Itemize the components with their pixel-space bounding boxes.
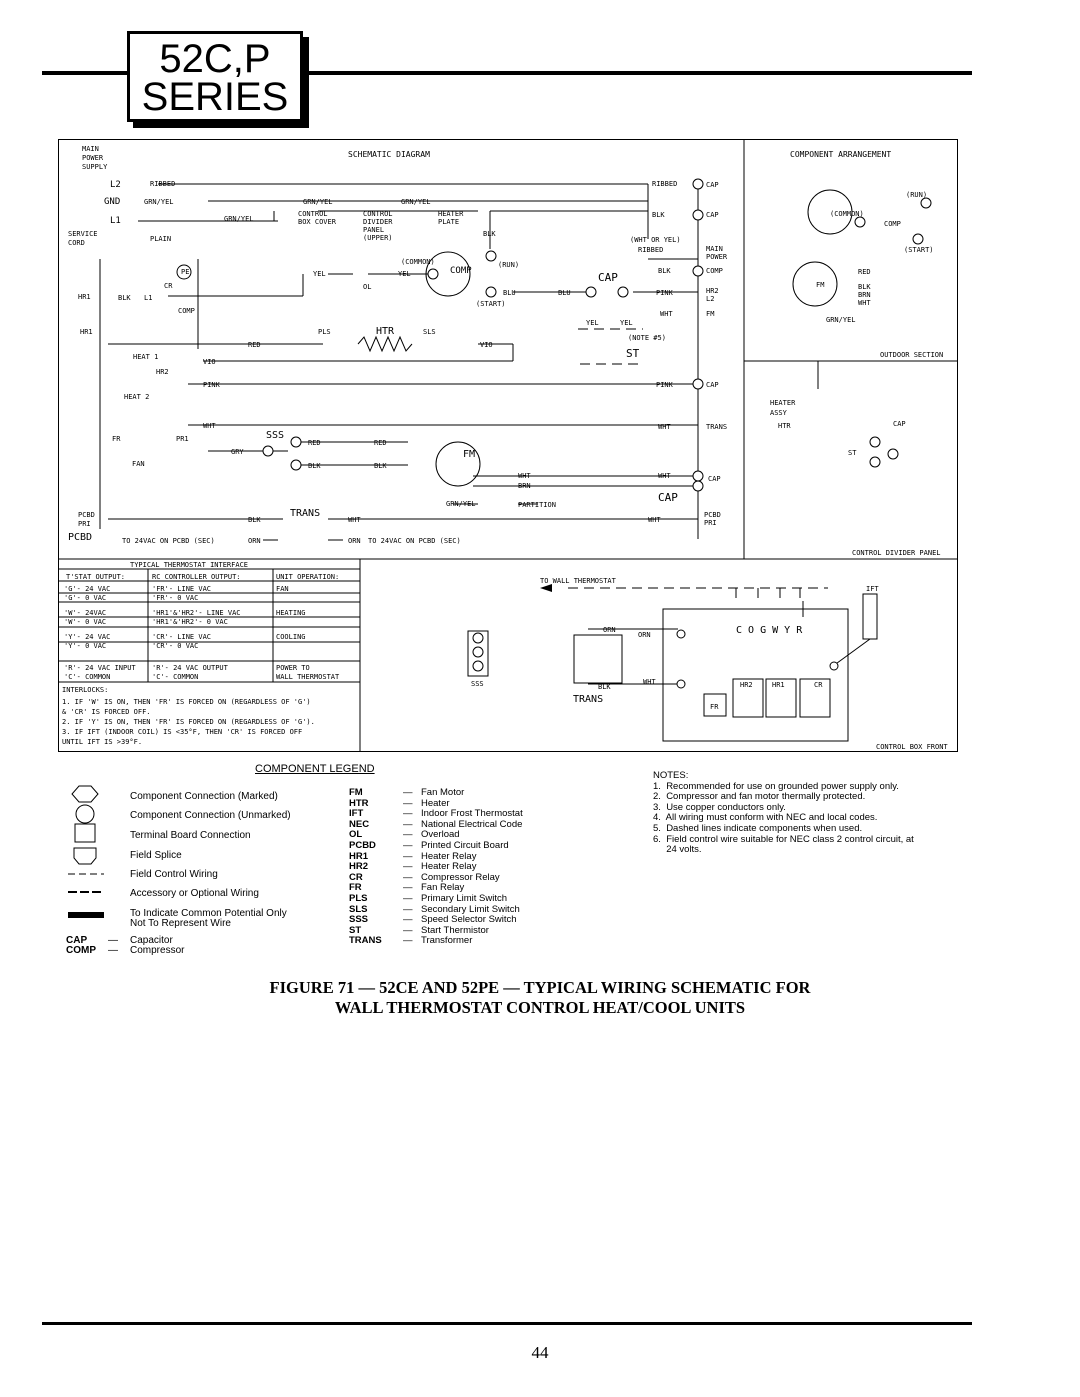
schematic-label: POWER [82,154,104,162]
series-title-line2: SERIES [141,75,289,119]
schematic-label: ASSY [770,409,787,417]
unmarked-connection-icon [76,805,94,823]
schematic-label: WHT [858,299,871,307]
thermostat-table-cell: 'W'- 24VAC [64,609,107,617]
schematic-label: CAP [598,271,618,284]
schematic-label: ORN [603,626,616,634]
legend-symbols [66,784,106,944]
abbreviation-value: National Electrical Code [421,818,523,830]
schematic-label: HR1 [772,681,785,689]
schematic-label: GRY [231,448,244,456]
schematic-label: HTR [778,422,791,430]
interlock-item: 3. IF IFT (INDOOR COIL) IS <35°F, THEN 'CR' IS FORCED OFF [62,728,303,736]
schematic-label: GRN/YEL [401,198,431,206]
legend-comp-val: Compressor [130,945,185,956]
schematic-label: CAP [706,181,719,189]
schematic-label: PANEL [363,226,385,234]
schematic-label: ST [848,449,857,457]
schematic-label: HR2 [156,368,169,376]
thermostat-table-cell: COOLING [276,633,306,641]
schematic-label: FAN [132,460,145,468]
schematic-label: HEATER [770,399,796,407]
abbreviation-value: Start Thermistor [421,924,489,936]
abbreviation-key: CR [349,871,363,883]
field-splice-icon [74,848,96,864]
schematic-label: PRI [78,520,91,528]
thermostat-table-cell: 'G'- 24 VAC [64,585,111,593]
schematic-label: WHT [660,310,673,318]
schematic-label: WHT [203,422,216,430]
marked-connection-icon [72,786,98,802]
abbreviation-dash: — [403,935,413,947]
schematic-label: CR [814,681,823,689]
interlock-item: UNTIL IFT IS >39°F. [62,738,143,746]
schematic-label: COMPONENT ARRANGEMENT [790,150,892,159]
schematic-label: RIBBED [652,180,678,188]
schematic-label: CONTROL [298,210,328,218]
abbreviation-value: Heater [421,797,450,809]
abbreviation-value: Heater Relay [421,861,477,873]
schematic-label: (COMMON) [401,258,435,266]
abbreviation-dash: — [403,797,413,809]
abbreviation-dash: — [403,914,413,926]
abbreviation-value: Primary Limit Switch [421,892,508,904]
schematic-label: CAP [893,420,906,428]
schematic-label: BLK [858,283,871,291]
interlock-item: 1. IF 'W' IS ON, THEN 'FR' IS FORCED ON (REGARDLESS OF 'G') [62,698,311,706]
schematic-label: GRN/YEL [446,500,476,508]
abbreviation-value: Compressor Relay [421,871,500,883]
abbreviation-dash: — [403,924,413,936]
abbreviation-list [349,788,523,947]
schematic-label: SCHEMATIC DIAGRAM [348,150,430,159]
schematic-label: PINK [656,289,673,297]
schematic-label: (RUN) [498,261,520,269]
legend-comp-key: COMP [66,945,96,956]
schematic-label: PRI [704,519,717,527]
schematic-label: WHT [648,516,661,524]
schematic-label: PCBD [68,532,93,543]
schematic-label: BLK [483,230,496,238]
schematic-label: OUTDOOR SECTION [880,351,944,359]
schematic-label: TRANS [573,694,604,705]
legend-item-common: To Indicate Common Potential Only [130,908,287,919]
legend-item-marked: Component Connection (Marked) [130,791,278,802]
schematic-label: PLATE [438,218,460,226]
thermostat-table-cell: 'G'- 0 VAC [64,594,107,602]
footer-rule [42,1322,972,1325]
note-item: 3. Use copper conductors only. [653,801,786,813]
schematic-label: PARTITION [518,501,556,509]
abbreviation-dash: — [403,850,413,862]
abbreviation-value: Speed Selector Switch [421,914,517,926]
schematic-label: TO WALL THERMOSTAT [540,577,616,585]
schematic-label: HR1 [80,328,93,336]
note-item: 24 volts. [653,844,702,856]
legend-cap-val: Capacitor [130,935,173,946]
schematic-label: HR2 [706,287,719,295]
schematic-label: (COMMON) [830,210,864,218]
thermostat-table-cell: 'C'- COMMON [64,673,111,681]
schematic-label: (UPPER) [363,234,393,242]
schematic-label: L1 [144,294,153,302]
schematic-label: CAP [706,211,719,219]
abbreviation-value: Fan Relay [421,882,465,894]
thermostat-table-cell: POWER TO [276,664,310,672]
schematic-label: CORD [68,239,85,247]
schematic-label: L2 [706,295,715,303]
schematic-label: CONTROL [363,210,393,218]
schematic-label: BRN [858,291,871,299]
schematic-label: RED [248,341,261,349]
schematic-label: CONTROL BOX FRONT [876,743,948,751]
schematic-label: HR1 [78,293,91,301]
schematic-label: YEL [313,270,326,278]
schematic-label: PR1 [176,435,189,443]
figure-caption-line2: WALL THERMOSTAT CONTROL HEAT/COOL UNITS [334,998,746,1017]
schematic-label: BLK [652,211,665,219]
abbreviation-value: Indoor Frost Thermostat [421,808,523,820]
legend-item-terminal: Terminal Board Connection [130,830,251,841]
abbreviation-key: HR2 [349,861,369,873]
schematic-label: OL [363,283,372,291]
schematic-label: (START) [904,246,934,254]
schematic-label: C O G W Y R [736,625,803,636]
note-item: 4. All wiring must conform with NEC and local codes. [653,812,878,824]
schematic-label: UNIT OPERATION: [276,573,340,581]
schematic-label: YEL [620,319,633,327]
abbreviation-value: Transformer [421,935,473,947]
schematic-label: GRN/YEL [303,198,333,206]
schematic-label: TO 24VAC ON PCBD (SEC) [368,537,461,545]
series-title-box [127,31,303,122]
schematic-label: BLU [503,289,516,297]
thermostat-table-cell: 'W'- 0 VAC [64,618,107,626]
abbreviation-value: Fan Motor [421,787,465,798]
schematic-label: FR [112,435,121,443]
schematic-label: WHT [658,423,671,431]
schematic-label: WHT [643,678,656,686]
schematic-label: DIVIDER [363,218,393,226]
schematic-label: SUPPLY [82,163,108,171]
thermostat-table-cell: 'Y'- 24 VAC [64,633,111,641]
abbreviation-row [349,936,523,947]
thermostat-table-cell: 'R'- 24 VAC INPUT [64,664,136,672]
schematic-label: CAP [706,381,719,389]
schematic-label: FM [463,449,476,460]
schematic-label: RED [858,268,871,276]
schematic-label: FR [710,703,719,711]
schematic-label: BOX COVER [298,218,336,226]
schematic-label: L1 [110,216,121,226]
thermostat-table-cell: 'HR1'&'HR2'- 0 VAC [152,618,228,626]
schematic-label: RIBBED [638,246,664,254]
legend-cap-key: CAP [66,935,88,946]
schematic-label: ORN [348,537,361,545]
schematic-label: FM [816,281,825,289]
legend-item-splice: Field Splice [130,850,182,861]
schematic-label: MAIN [82,145,99,153]
schematic-label: COMP [450,266,472,276]
schematic-label: TRANS [290,508,321,519]
abbreviation-key: SSS [349,914,369,926]
schematic-label: BLK [248,516,261,524]
thermostat-table-cell: FAN [276,585,289,593]
schematic-label: HR2 [740,681,753,689]
abbreviation-key: PCBD [349,839,376,851]
schematic-label: CAP [708,475,721,483]
interlock-item: & 'CR' IS FORCED OFF. [62,708,151,716]
abbreviation-key: SLS [349,903,368,915]
legend-item-unmarked: Component Connection (Unmarked) [130,810,291,821]
schematic-label: BLK [374,462,387,470]
schematic-label: GRN/YEL [826,316,856,324]
schematic-label: SSS [471,680,484,688]
schematic-label: SERVICE [68,230,98,238]
schematic-label: YEL [586,319,599,327]
series-title-line1: 52C,P [159,37,271,81]
schematic-label: HEAT 1 [133,353,159,361]
schematic-label: BLK [598,683,611,691]
schematic-label: L2 [110,180,121,190]
schematic-label: VIO [203,358,216,366]
thermostat-table-cell: 'C'- COMMON [152,673,199,681]
schematic-label: RED [308,439,321,447]
legend-item-field-wiring: Field Control Wiring [130,869,218,880]
schematic-label: VIO [480,341,493,349]
schematic-label: RED [374,439,387,447]
abbreviation-dash: — [403,839,413,851]
note-item: 5. Dashed lines indicate components when used. [653,822,863,834]
page-number: 44 [531,1343,549,1362]
abbreviation-value: Heater Relay [421,850,477,862]
schematic-label: PLAIN [150,235,172,243]
schematic-label: HTR [376,326,395,337]
schematic-label: SLS [423,328,436,336]
thermostat-table-cell: HEATING [276,609,306,617]
abbreviation-key: FR [349,882,362,894]
schematic-label: BLU [558,289,571,297]
schematic-label: GRN/YEL [224,215,254,223]
note-item: 6. Field control wire suitable for NEC class 2 control circuit, at [653,833,914,845]
thermostat-table-cell: 'R'- 24 VAC OUTPUT [152,664,228,672]
schematic-label: ORN [248,537,261,545]
abbreviation-key: FM [349,787,363,798]
schematic-label: PCBD [704,511,721,519]
schematic-label: ORN [638,631,651,639]
schematic-label: IFT [866,585,879,593]
abbreviation-dash: — [403,871,413,883]
schematic-label: WHT [658,472,671,480]
notes-title: NOTES: [653,770,689,781]
legend-item-not-wire: Not To Represent Wire [130,918,231,929]
schematic-label: RC CONTROLLER OUTPUT: [152,573,241,581]
schematic-label: PLS [318,328,331,336]
abbreviation-dash: — [403,829,413,841]
schematic-label: BLK [308,462,321,470]
abbreviation-dash: — [403,903,413,915]
schematic-label: WHT [518,472,531,480]
abbreviation-key: IFT [349,808,364,820]
thermostat-table-cell: 'CR'- 0 VAC [152,642,199,650]
schematic-label: (START) [476,300,506,308]
schematic-label: T'STAT OUTPUT: [66,573,126,581]
interlocks-title: INTERLOCKS: [62,686,109,694]
schematic-label: CONTROL DIVIDER PANEL [852,549,941,557]
schematic-label: ST [626,347,640,360]
legend-cap-dash: — [108,935,118,946]
note-item: 1. Recommended for use on grounded power supply only. [653,780,899,792]
abbreviation-dash: — [403,808,413,820]
schematic-label: TYPICAL THERMOSTAT INTERFACE [130,561,249,569]
schematic-label: PINK [203,381,220,389]
thermostat-table-cell: 'FR'- 0 VAC [152,594,199,602]
schematic-label: GND [104,197,121,207]
legend-comp-dash: — [108,945,118,956]
schematic-label: COMP [706,267,723,275]
abbreviation-value: Overload [421,829,460,841]
schematic-label: (WHT OR YEL) [630,236,681,244]
schematic-label: POWER [706,253,728,261]
schematic-label: (NOTE #5) [628,334,666,342]
note-item: 2. Compressor and fan motor thermally protected. [653,791,866,803]
thermostat-table-cell: 'FR'- LINE VAC [152,585,212,593]
schematic-label: TO 24VAC ON PCBD (SEC) [122,537,215,545]
abbreviation-value: Secondary Limit Switch [421,903,520,915]
figure-caption-line1: FIGURE 71 — 52CE AND 52PE — TYPICAL WIRING SCHEMATIC FOR [269,978,811,997]
abbreviation-key: NEC [349,818,370,830]
schematic-label: COMP [884,220,901,228]
abbreviation-dash: — [403,818,413,830]
terminal-board-icon [75,824,95,842]
schematic-label: WHT [348,516,361,524]
schematic-label: HEATER [438,210,464,218]
abbreviation-key: OL [349,829,363,841]
legend-item-accessory: Accessory or Optional Wiring [130,888,259,899]
schematic-label: FM [706,310,715,318]
component-legend-title: COMPONENT LEGEND [255,763,375,775]
schematic-label: PINK [656,381,673,389]
schematic-label: GRN/YEL [144,198,174,206]
schematic-label: SSS [266,430,285,441]
abbreviation-key: ST [349,924,362,936]
abbreviation-value: Printed Circuit Board [421,839,509,851]
thermostat-table-cell: WALL THERMOSTAT [276,673,340,681]
schematic-label: PE [181,268,190,276]
figure-caption [0,978,1080,1018]
notes [653,771,963,856]
abbreviation-key: TRANS [349,935,382,947]
abbreviation-dash: — [403,861,413,873]
schematic-label: HEAT 2 [124,393,150,401]
schematic-label: BRN [518,482,531,490]
schematic-label: COMP [178,307,195,315]
schematic-label: CR [164,282,173,290]
interlock-item: 2. IF 'Y' IS ON, THEN 'FR' IS FORCED ON (REGARDLESS OF 'G'). [62,718,315,726]
wiring-schematic [58,139,958,752]
schematic-label: CAP [658,491,678,504]
thermostat-table-cell: 'Y'- 0 VAC [64,642,107,650]
schematic-label: TRANS [706,423,728,431]
schematic-label: PCBD [78,511,95,519]
schematic-label: MAIN [706,245,723,253]
schematic-label: BLK [658,267,671,275]
schematic-label: YEL [398,270,411,278]
abbreviation-key: HR1 [349,850,369,862]
schematic-label: (RUN) [906,191,928,199]
abbreviation-dash: — [403,787,413,798]
schematic-label: BLK [118,294,131,302]
abbreviation-key: PLS [349,892,368,904]
abbreviation-dash: — [403,882,413,894]
abbreviation-dash: — [403,892,413,904]
abbreviation-key: HTR [349,797,369,809]
thermostat-table-cell: 'CR'- LINE VAC [152,633,212,641]
schematic-label: RIBBED [150,180,176,188]
thermostat-table-cell: 'HR1'&'HR2'- LINE VAC [152,609,241,617]
